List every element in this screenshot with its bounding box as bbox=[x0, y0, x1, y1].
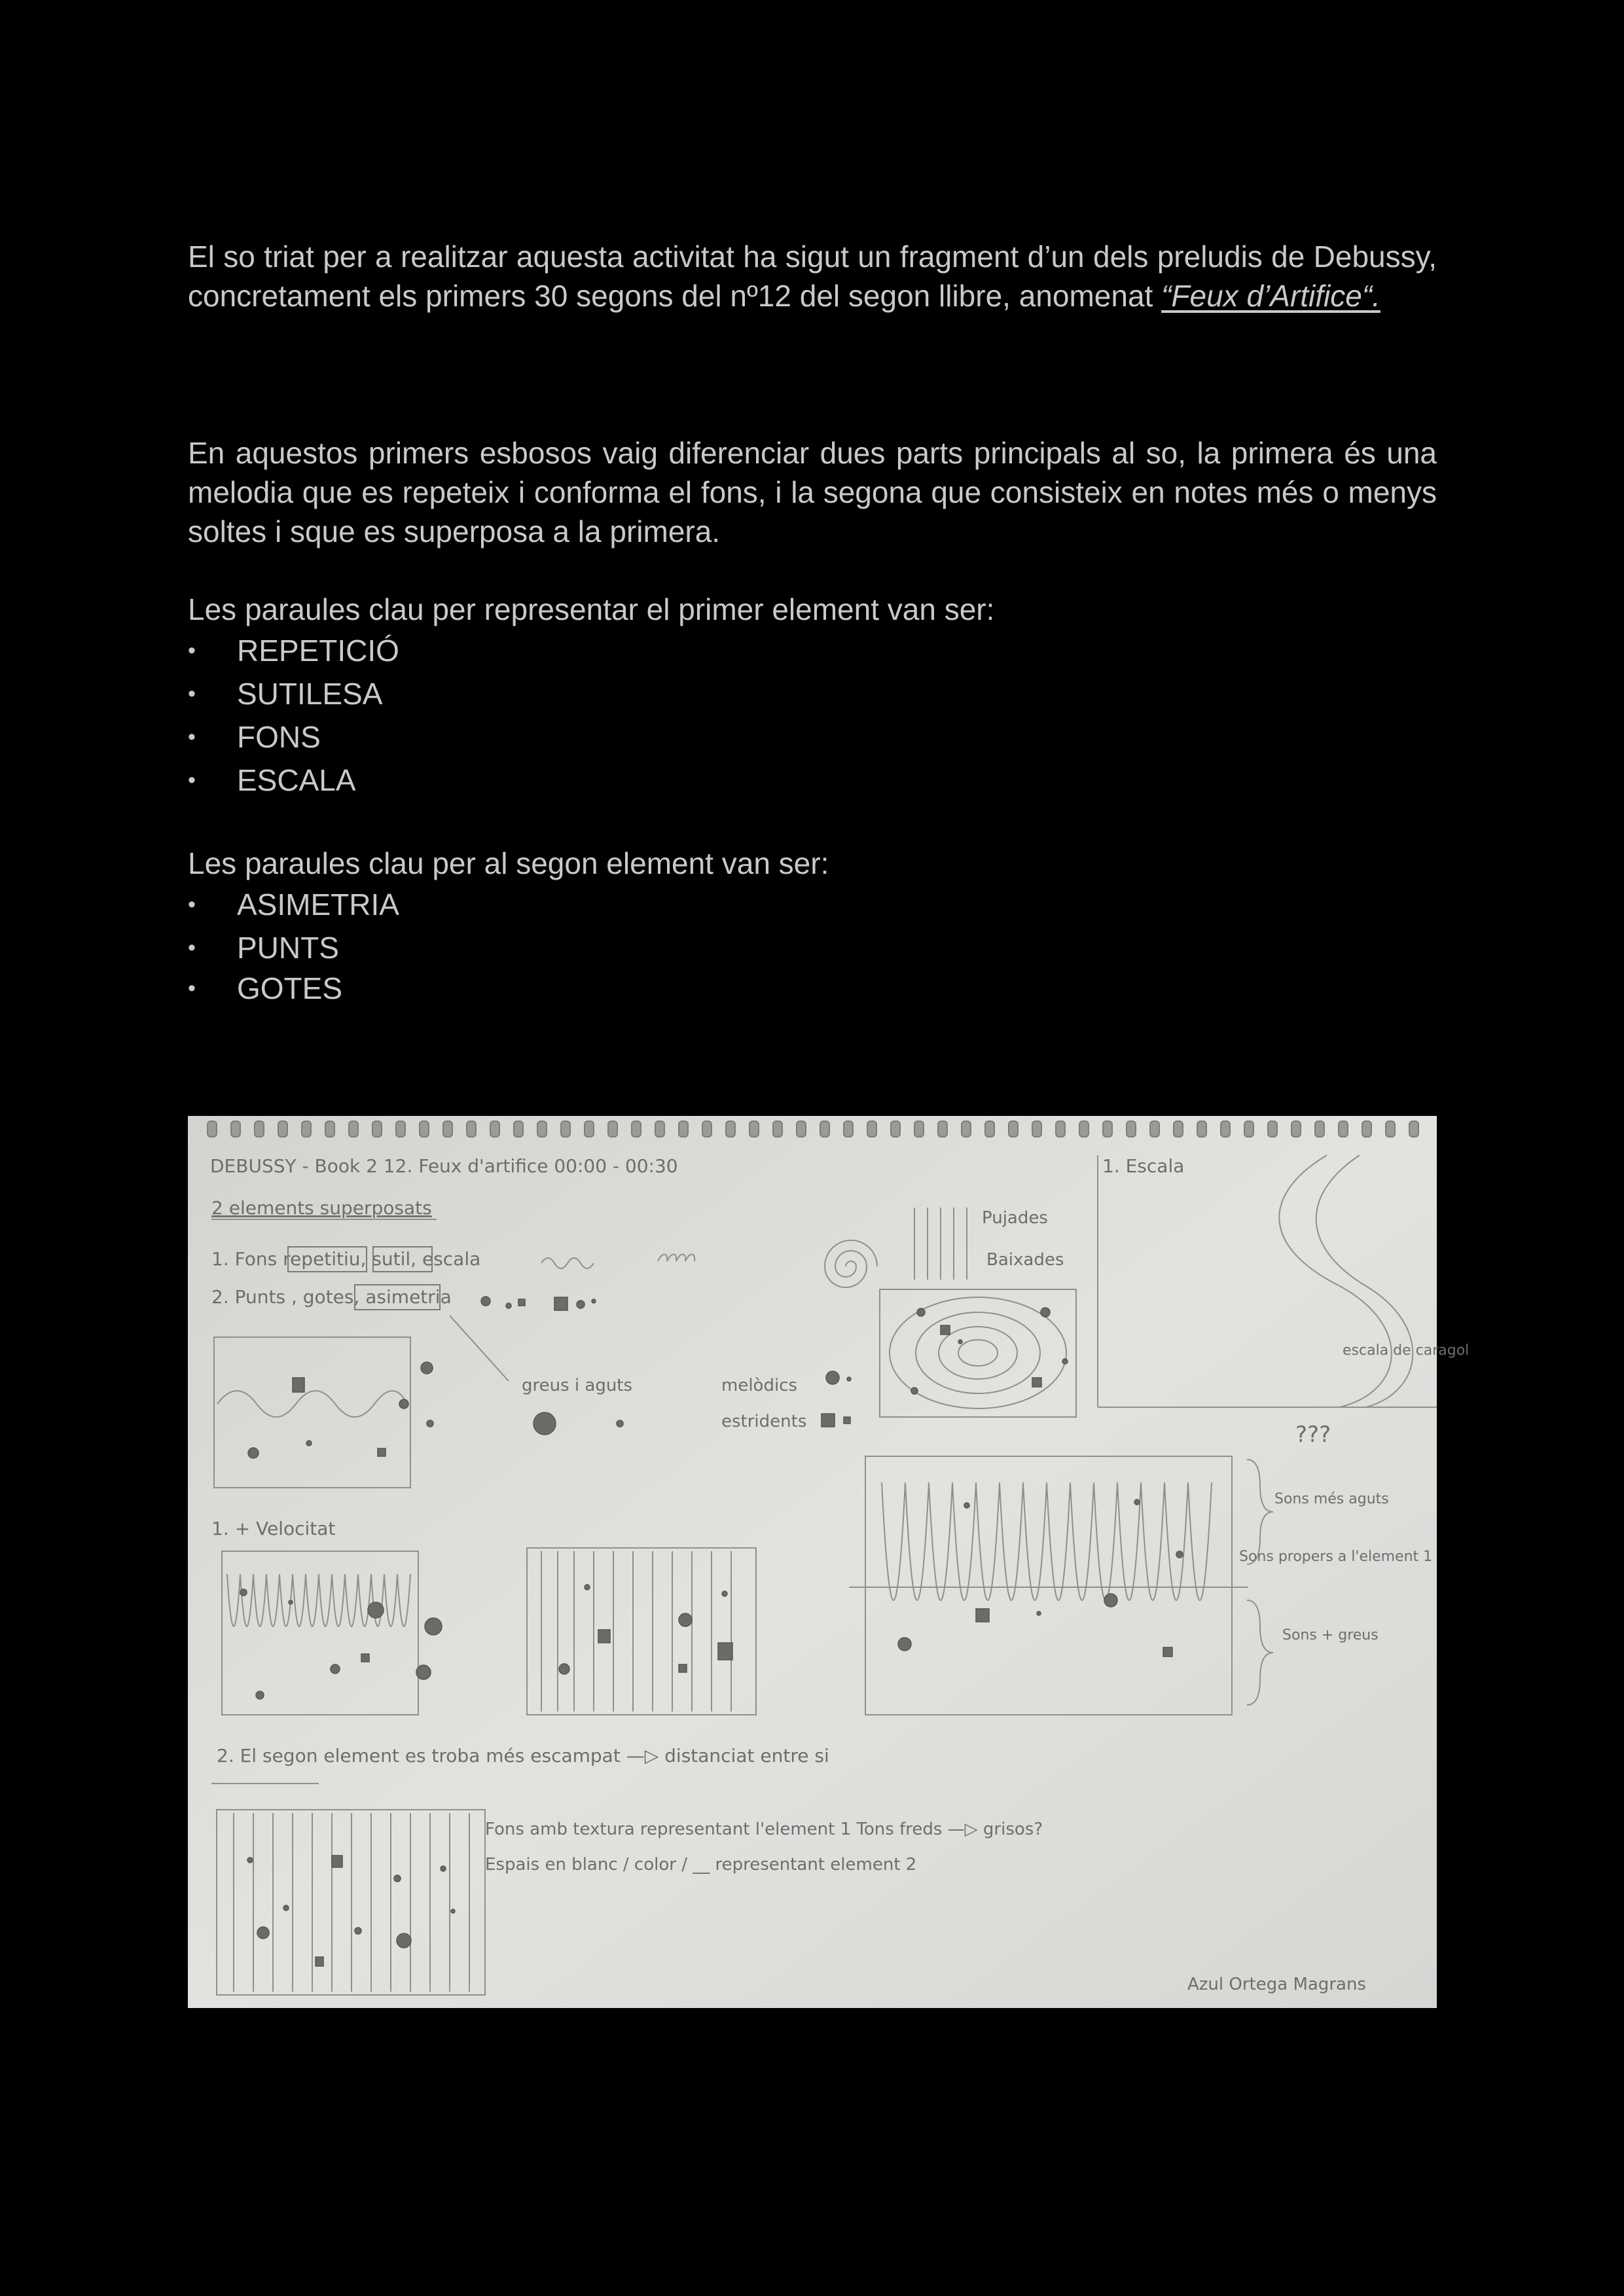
keywords-first-element bbox=[188, 590, 1437, 802]
sketch-subheader: 2 elements superposats bbox=[211, 1197, 432, 1219]
sketch-velocitat: 1. + Velocitat bbox=[211, 1518, 336, 1539]
bullet-icon: • bbox=[188, 681, 196, 706]
intro-text: El so triat per a realitzar aquesta activitat ha sigut un fragment d’un dels preludis de Debussy, concretament els primers 30 segons del nº12 del segon llibre, anomenat bbox=[188, 240, 1437, 313]
piece-title-link[interactable]: “Feux d’Artifice“. bbox=[1161, 279, 1380, 313]
sketch-espais: Espais en blanc / color / __ representant element 2 bbox=[485, 1855, 917, 1874]
sketch-melodics: melòdics bbox=[721, 1376, 798, 1395]
sketch-sons-aguts: Sons més aguts bbox=[1274, 1491, 1389, 1507]
sketch-fons-textura: Fons amb textura representant l'element 1 Tons freds —▷ grisos? bbox=[485, 1820, 1043, 1839]
sketch-header: DEBUSSY - Book 2 12. Feux d'artifice 00:00 - 00:30 bbox=[210, 1155, 678, 1177]
sketch-sons-propers: Sons propers a l'element 1 bbox=[1239, 1549, 1433, 1565]
sketch-signature: Azul Ortega Magrans bbox=[1187, 1975, 1366, 1994]
list-item: • ASIMETRIA bbox=[188, 883, 1437, 926]
bullet-icon: • bbox=[188, 892, 196, 917]
bullet-icon: • bbox=[188, 725, 196, 749]
sketch-sons-greus: Sons + greus bbox=[1282, 1627, 1379, 1643]
keywords-first-heading: Les paraules clau per representar el primer element van ser: bbox=[188, 592, 995, 626]
list-item: • ESCALA bbox=[188, 759, 1437, 802]
list-item: • FONS bbox=[188, 715, 1437, 759]
intro-paragraph bbox=[188, 237, 1437, 315]
bullet-icon: • bbox=[188, 935, 196, 960]
sketch-greus-aguts: greus i aguts bbox=[522, 1376, 633, 1395]
list-item: • SUTILESA bbox=[188, 672, 1437, 715]
sketch-photo bbox=[188, 1116, 1470, 2008]
keywords-first-list bbox=[188, 629, 1437, 802]
list-item: • PUNTS bbox=[188, 926, 1437, 969]
bullet-icon: • bbox=[188, 976, 196, 1001]
sketch-question: ??? bbox=[1295, 1422, 1331, 1448]
sketch-line2: 2. Punts , gotes, asimetria bbox=[211, 1286, 452, 1308]
sketch-escala-caragol: escala de caragol bbox=[1343, 1342, 1470, 1359]
sketch-pujades: Pujades bbox=[982, 1208, 1048, 1228]
list-item: • GOTES bbox=[188, 969, 1437, 1007]
list-item: • REPETICIÓ bbox=[188, 629, 1437, 672]
bullet-icon: • bbox=[188, 768, 196, 793]
keywords-second-element bbox=[188, 844, 1437, 1007]
sketch-estridents: estridents bbox=[721, 1412, 807, 1431]
keywords-second-list bbox=[188, 883, 1437, 1007]
keywords-second-heading: Les paraules clau per al segon element van ser: bbox=[188, 846, 829, 880]
description-paragraph: En aquestos primers esbosos vaig diferenciar dues parts principals al so, la primera és una melodia que es repeteix i conforma el fons, i la segona que consisteix en notes més o menys soltes i sque es superposa a la primera. bbox=[188, 436, 1437, 548]
sketch-escala: 1. Escala bbox=[1102, 1155, 1185, 1177]
sketch-line1: 1. Fons repetitiu, sutil, escala bbox=[211, 1248, 481, 1270]
sketch-line-segon: 2. El segon element es troba més escampat —▷ distanciat entre si bbox=[217, 1745, 829, 1767]
sketch-baixades: Baixades bbox=[986, 1250, 1064, 1270]
bullet-icon: • bbox=[188, 638, 196, 663]
